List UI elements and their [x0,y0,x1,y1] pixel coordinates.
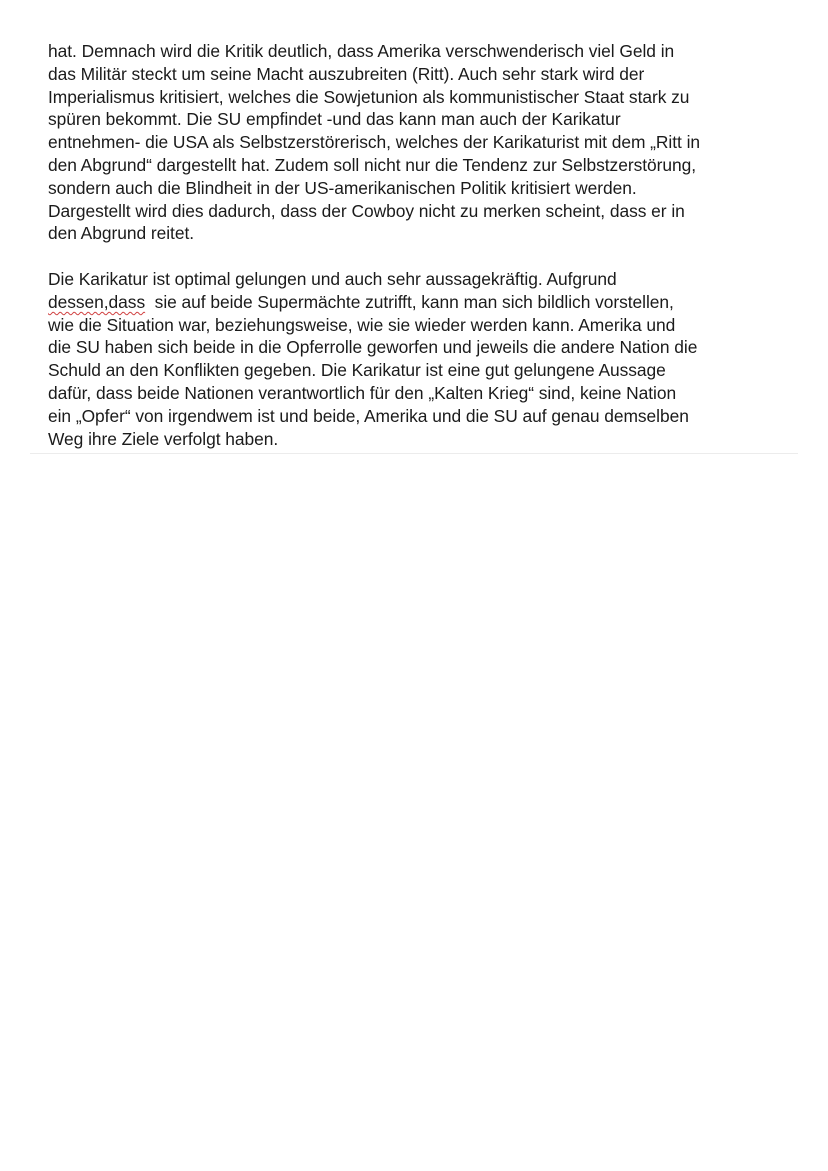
text-line: Dargestellt wird dies dadurch, dass der Cowboy nicht zu merken scheint, dass er in [48,200,685,221]
text-line [48,291,808,314]
text-line: wie die Situation war, beziehungsweise, wie sie wieder werden kann. Amerika und [48,314,676,335]
paragraph-2 [48,268,808,450]
spellcheck-marked-word[interactable]: dessen,dass [48,291,146,312]
text-line: sondern auch die Blindheit in der US-amerikanischen Politik kritisiert werden. [48,177,637,198]
text-line: Imperialismus kritisiert, welches die Sowjetunion als kommunistischer Staat stark zu [48,86,690,107]
document-text [48,40,808,450]
text-line: das Militär steckt um seine Macht auszubreiten (Ritt). Auch sehr stark wird der [48,63,645,84]
text-line: hat. Demnach wird die Kritik deutlich, dass Amerika verschwenderisch viel Geld in [48,41,675,61]
text-line: den Abgrund reitet. [48,223,195,244]
text-line: Schuld an den Konflikten gegeben. Die Karikatur ist eine gut gelungene Aussage [48,360,666,381]
paragraph-1 [48,40,808,245]
text-line: entnehmen- die USA als Selbstzerstörerisch, welches der Karikaturist mit dem „Ritt in [48,132,701,153]
text-line: spüren bekommt. Die SU empfindet -und das kann man auch der Karikatur [48,109,621,130]
text-line: Weg ihre Ziele verfolgt haben. [48,428,279,449]
paragraph-spacer [48,245,808,268]
text-line-rest: sie auf beide Supermächte zutrifft, kann man sich bildlich vorstellen, [145,291,674,312]
text-line: die SU haben sich beide in die Opferrolle geworfen und jeweils die andere Nation die [48,337,698,358]
text-line: Die Karikatur ist optimal gelungen und auch sehr aussagekräftig. Aufgrund [48,268,617,289]
content-divider [30,453,798,454]
text-line: dafür, dass beide Nationen verantwortlich für den „Kalten Krieg“ sind, keine Nation [48,382,677,403]
text-line: ein „Opfer“ von irgendwem ist und beide, Amerika und die SU auf genau demselben [48,405,689,426]
text-line: den Abgrund“ dargestellt hat. Zudem soll nicht nur die Tendenz zur Selbstzerstörung, [48,154,697,175]
